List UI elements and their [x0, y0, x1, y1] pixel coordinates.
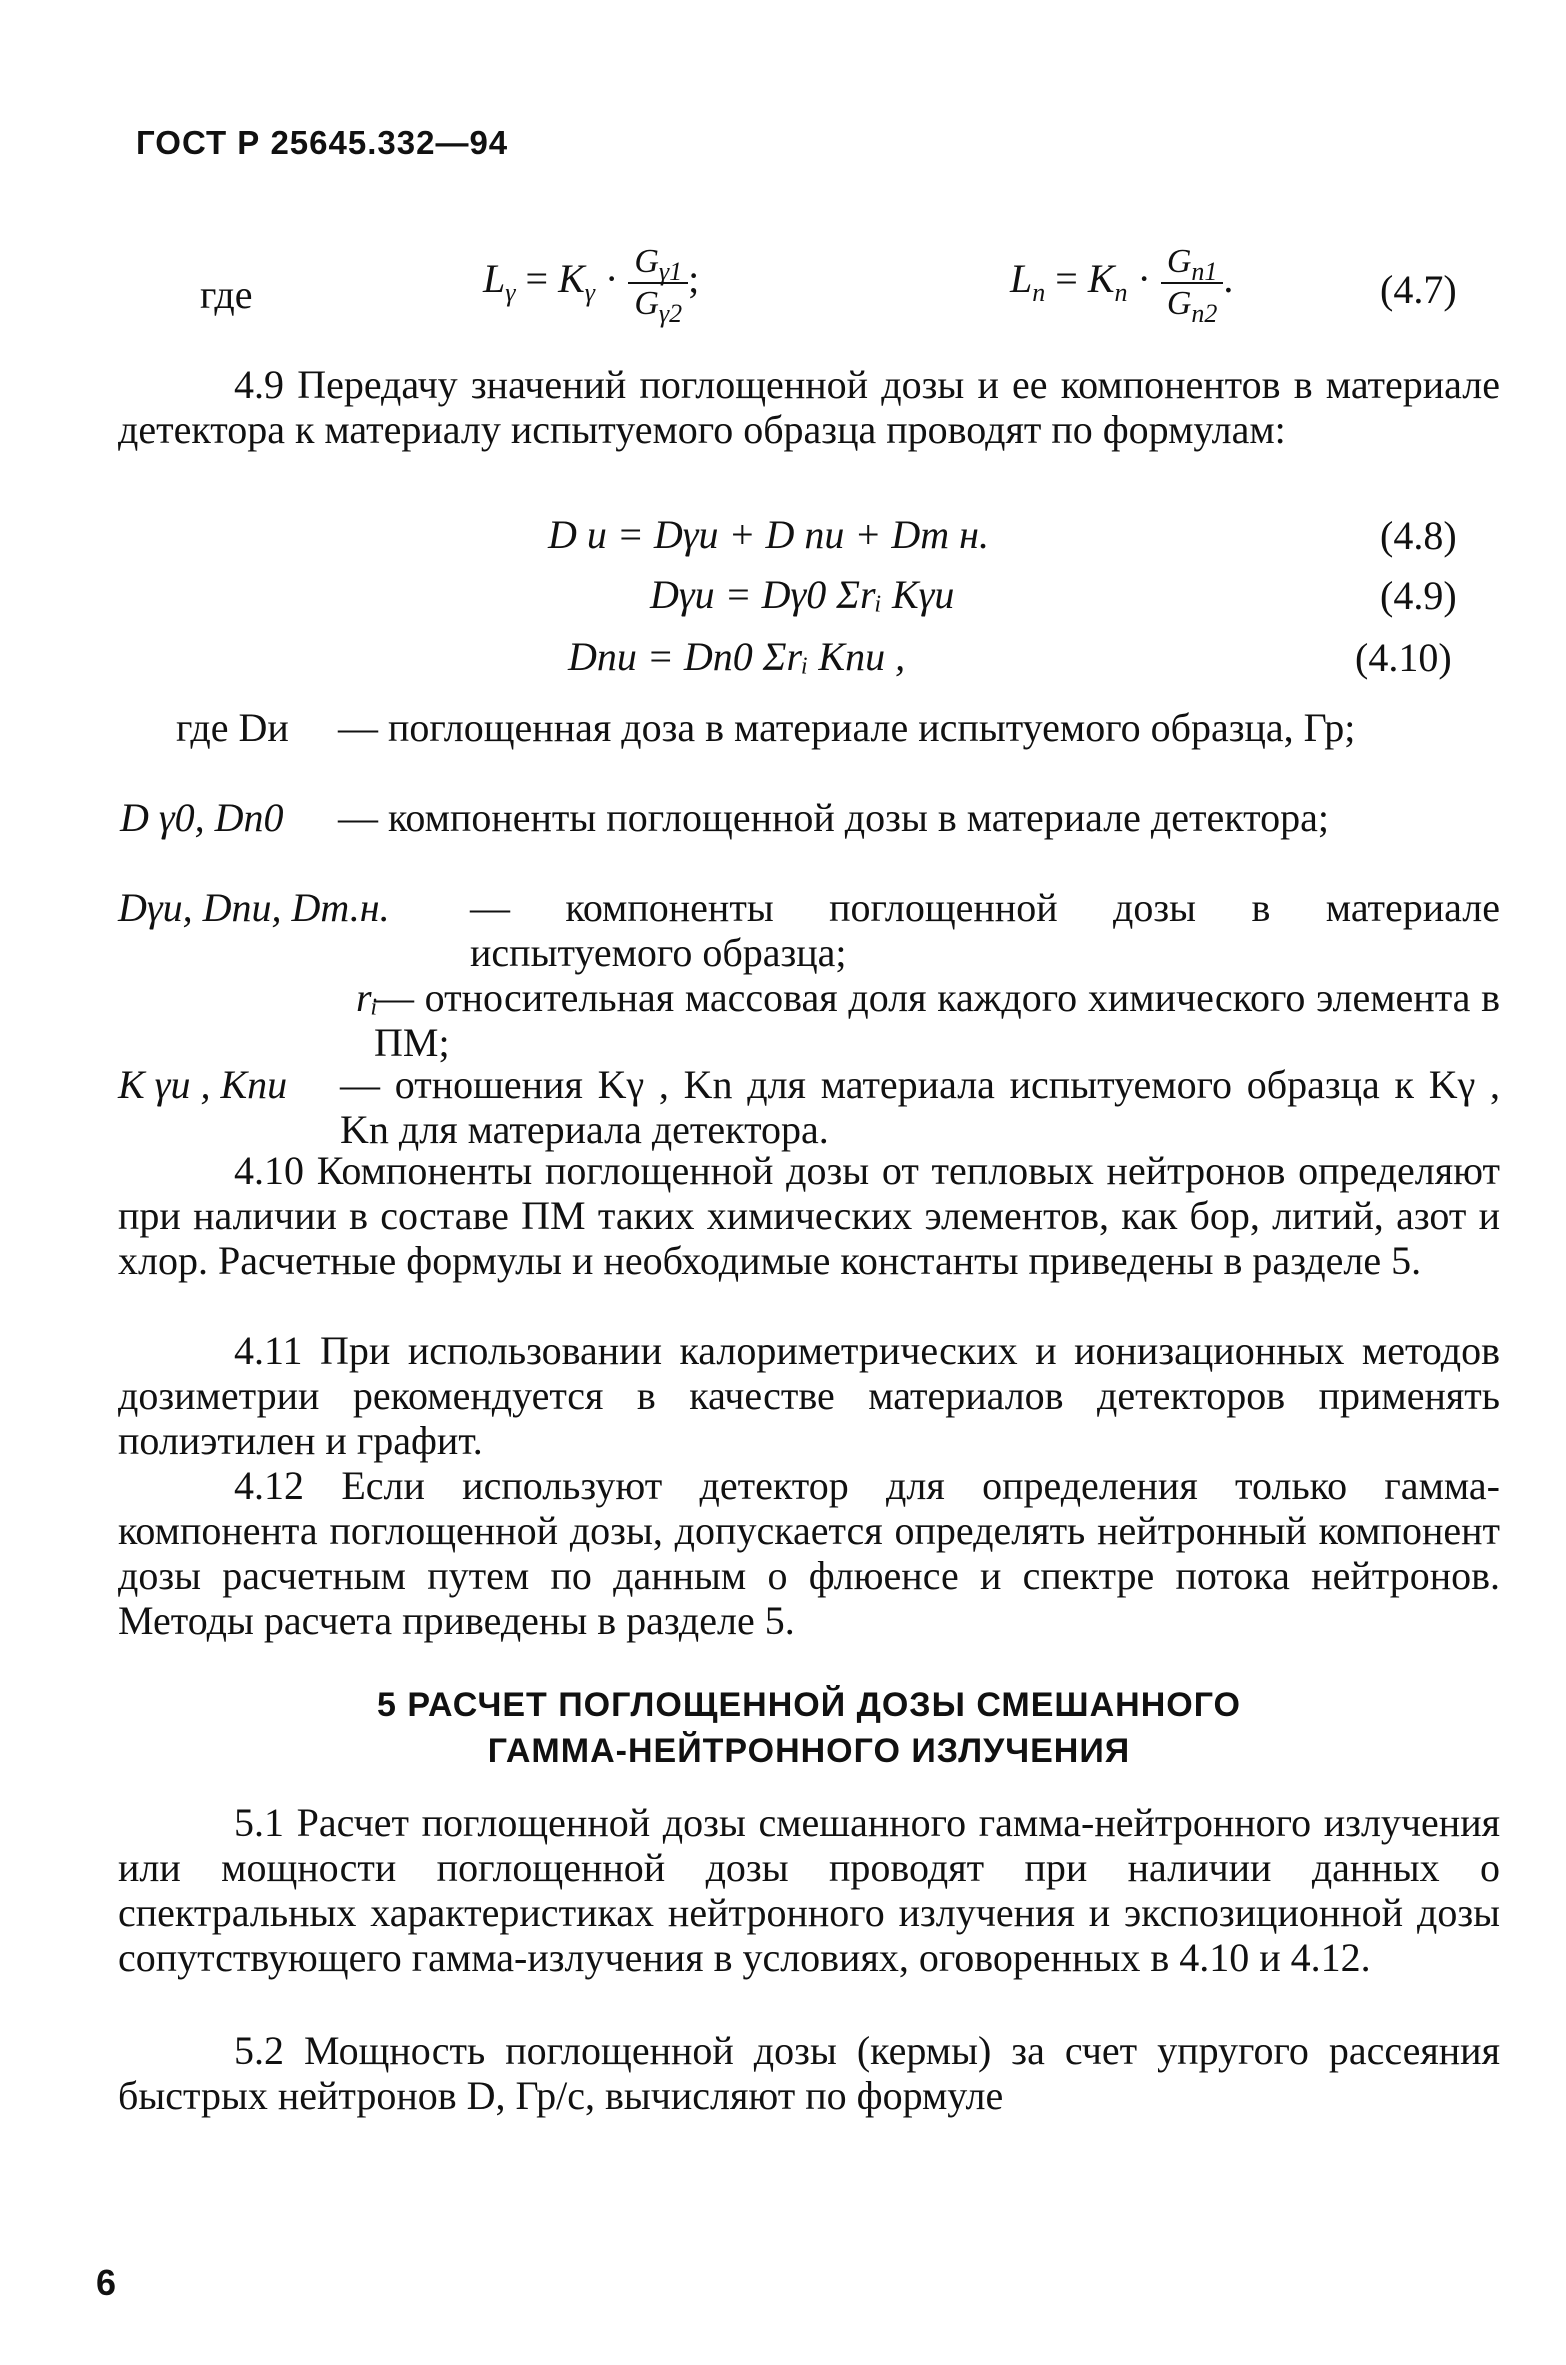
definition-term-4: rᵢ: [356, 975, 378, 1020]
equation-4-10: Dnи = Dn0 Σrᵢ Knи ,: [568, 634, 906, 679]
equation-number-4-10: (4.10): [1355, 635, 1452, 680]
document-header: ГОСТ Р 25645.332—94: [136, 124, 509, 161]
paragraph-5-2: 5.2 Мощность поглощенной дозы (кермы) за счет упругого рассеяния быстрых нейтронов D, Гр/с, вычисляют по формуле: [118, 2028, 1500, 2118]
fraction-neutron: $\frac{G_{n1}}{G_{n2}}$: [1161, 242, 1224, 324]
section-5-title-line-1: 5 РАСЧЕТ ПОГЛОЩЕННОЙ ДОЗЫ СМЕШАННОГО: [377, 1686, 1241, 1724]
definition-term-5: K γи , Knи: [118, 1062, 288, 1107]
fraction-gamma: $\frac{G_{\gamma 1}}{G_{\gamma 2}}$: [628, 242, 688, 324]
equation-4-8: D и = Dγи + D nи + Dт н.: [548, 512, 990, 557]
definition-term-3: Dγи, Dnи, Dт.н.: [118, 885, 390, 930]
equation-number-4-7: (4.7): [1380, 267, 1457, 312]
equation-number-4-8: (4.8): [1380, 513, 1457, 558]
paragraph-4-12: 4.12 Если используют детектор для определения только гамма-компонента поглощенной дозы, допускается определять нейтронный компонент дозы расчетным путем по данным о флюенсе и спектре потока нейтронов. Методы расчета приведены в разделе 5.: [118, 1463, 1500, 1643]
definition-text-3: — компоненты поглощенной дозы в материале испытуемого образца;: [470, 885, 1500, 975]
page-number: 6: [96, 2262, 117, 2303]
paragraph-5-1: 5.1 Расчет поглощенной дозы смешанного гамма-нейтронного излучения или мощности поглощенной дозы проводят при наличии данных о спектральных характеристиках нейтронного излучения и экспозиционной дозы сопутствующего гамма-излучения в условиях, оговоренных в 4.10 и 4.12.: [118, 1800, 1500, 1980]
definition-text-4: — относительная массовая доля каждого химического элемента в ПМ;: [374, 975, 1500, 1065]
definition-text-2: — компоненты поглощенной дозы в материале детектора;: [338, 795, 1329, 840]
equation-number-4-9: (4.9): [1380, 573, 1457, 618]
equation-4-9: Dγи = Dγ0 Σrᵢ Kγи: [650, 572, 955, 617]
paragraph-4-10: 4.10 Компоненты поглощенной дозы от тепловых нейтронов определяют при наличии в составе ПМ таких химических элементов, как бор, литий, азот и хлор. Расчетные формулы и необходимые константы приведены в разделе 5.: [118, 1148, 1500, 1283]
equation-4-7-left: $L_\gamma = K_\gamma$ · $\frac{G_{\gamma 1}}{G_{\gamma 2}}$ ;: [483, 243, 700, 328]
definition-text-5: — отношения Kγ , Kn для материала испытуемого образца к Kγ , Kn для материала детектора.: [340, 1062, 1500, 1152]
definition-term-2: D γ0, Dn0: [120, 795, 284, 840]
equation-4-7-right: $L_n = K_n$ · $\frac{G_{n1}}{G_{n2}}$ .: [1010, 243, 1234, 328]
where-label: где: [200, 272, 253, 317]
paragraph-4-11: 4.11 При использовании калориметрических и ионизационных методов дозиметрии рекомендуется в качестве материалов детекторов применять полиэтилен и графит.: [118, 1328, 1500, 1463]
section-5-title-line-2: ГАММА-НЕЙТРОННОГО ИЗЛУЧЕНИЯ: [487, 1732, 1131, 1770]
definition-term-1: где Dи: [176, 705, 289, 750]
definition-text-1: — поглощенная доза в материале испытуемого образца, Гр;: [338, 705, 1356, 750]
paragraph-4-9: 4.9 Передачу значений поглощенной дозы и ее компонентов в материале детектора к материалу испытуемого образца проводят по формулам:: [118, 362, 1500, 452]
